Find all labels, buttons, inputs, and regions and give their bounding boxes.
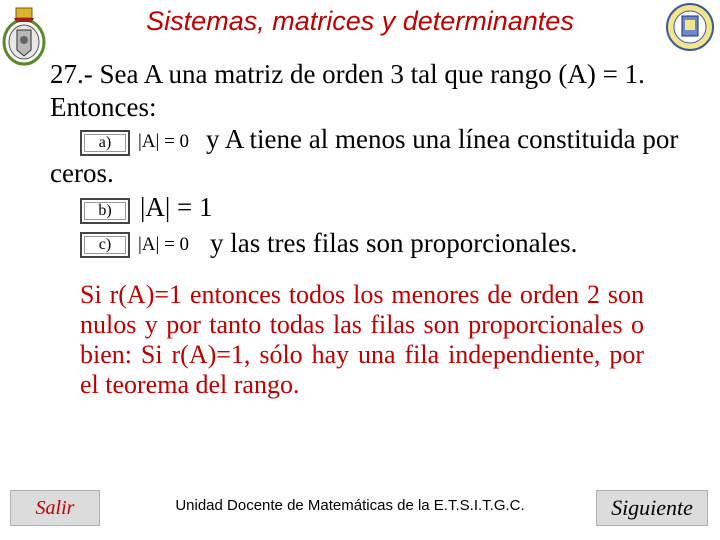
page-title: Sistemas, matrices y determinantes [146, 6, 574, 36]
option-a-text: y A tiene al menos una línea constituida por [206, 124, 679, 154]
question-line-2: Entonces: [50, 92, 157, 122]
option-a-formula: |A| = 0 [138, 131, 190, 152]
option-c-button[interactable]: c) [80, 232, 130, 258]
question-line-1 [50, 58, 645, 91]
option-a-continuation: ceros. [50, 158, 114, 188]
answer-explanation: Si r(A)=1 entonces todos los menores de orden 2 son nulos y por tanto todas las filas son proporcionales o bien: Si r(A)=1, sólo hay una fila independiente, por el teorema del rango. [80, 280, 644, 399]
footer-credit: Unidad Docente de Matemáticas de la E.T.S.I.T.G.C. [175, 497, 525, 514]
option-c-text: y las tres filas son proporcionales. [210, 228, 578, 258]
option-b-button[interactable]: b) [80, 198, 130, 224]
question-number: 27.- [50, 59, 93, 89]
university-crest-right-icon [664, 2, 716, 52]
exit-button[interactable]: Salir [10, 490, 100, 526]
option-a-button[interactable]: a) [80, 130, 130, 156]
university-crest-left-icon [2, 2, 46, 66]
question-statement: Sea A una matriz de orden 3 tal que rango (A) = 1. [99, 59, 645, 89]
option-c-formula: |A| = 0 [138, 234, 190, 255]
next-button[interactable]: Siguiente [596, 490, 708, 526]
option-b-formula: |A| = 1 [140, 192, 213, 222]
